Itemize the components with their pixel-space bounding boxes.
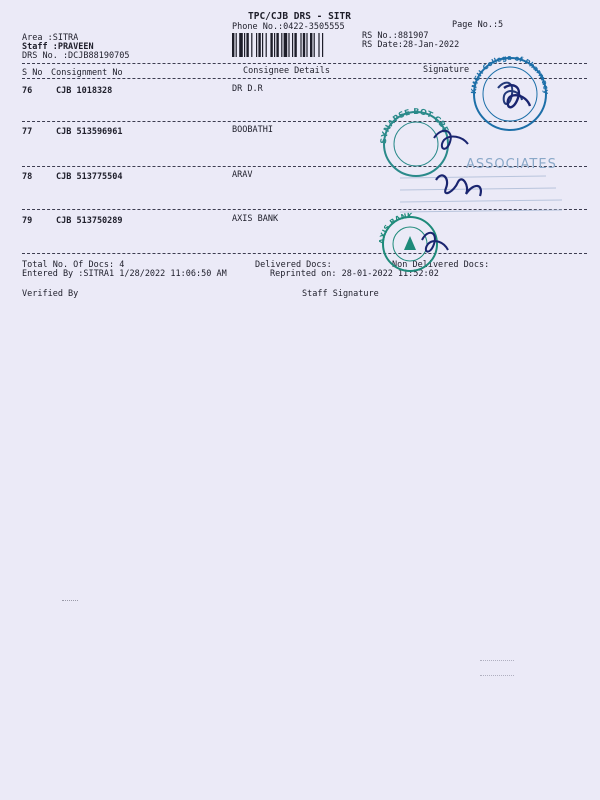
page-number: Page No.:5 — [452, 20, 504, 30]
pharmacy-seal-text: KMCH College of Pharmacy — [469, 53, 551, 95]
barcode — [232, 33, 354, 57]
drs-number: DRS No. :DCJB88190705 — [22, 51, 130, 61]
associates-stamp: ASSOCIATES — [466, 157, 557, 172]
total-docs: Total No. Of Docs: 4 — [22, 260, 125, 270]
scan-speck — [62, 600, 78, 605]
svg-text:AXIS BANK — [378, 212, 413, 244]
delivered-docs: Delivered Docs: — [255, 260, 332, 270]
synapse-seal-text: SYNAPSE BOT CBE — [378, 106, 451, 145]
entered-by: Entered By :SITRA1 1/28/2022 11:06:50 AM — [22, 269, 227, 279]
row-consignee: DR D.R — [232, 84, 263, 94]
report-title: TPC/CJB DRS - SITR — [248, 11, 351, 22]
staff-signature: Staff Signature — [302, 289, 379, 299]
col-header-signature: Signature — [423, 65, 470, 75]
row-consignment: CJB 513596961 — [56, 127, 123, 137]
row-consignee: ARAV — [232, 170, 253, 180]
axis-bank-seal-text: AXIS BANK — [378, 211, 413, 245]
row-sno: 77 — [22, 127, 33, 137]
scan-speck — [480, 660, 514, 676]
row-consignment: CJB 513750289 — [56, 216, 123, 226]
col-header-consignee: Consignee Details — [243, 66, 330, 76]
row-consignment: CJB 1018328 — [56, 86, 113, 96]
phone-number: Phone No.:0422-3505555 — [232, 22, 345, 32]
col-header-sno: S No — [22, 68, 43, 78]
col-header-consignment: Consignment No — [51, 68, 123, 78]
row-consignee: BOOBATHI — [232, 125, 273, 135]
row-sno: 78 — [22, 172, 33, 182]
staff-name: Staff :PRAVEEN — [22, 42, 94, 52]
signature-mark — [498, 80, 538, 116]
row-consignment: CJB 513775504 — [56, 172, 123, 182]
verified-by: Verified By — [22, 289, 79, 299]
row-sno: 76 — [22, 86, 33, 96]
row-consignee: AXIS BANK — [232, 214, 279, 224]
axis-bank-seal — [378, 210, 468, 272]
reprinted-on: Reprinted on: 28-01-2022 11:52:02 — [270, 269, 439, 279]
non-delivered-docs: Non Delivered Docs: — [392, 260, 490, 270]
divider — [22, 253, 587, 254]
area-label: Area :SITRA — [22, 33, 79, 43]
rs-date: RS Date:28-Jan-2022 — [362, 40, 460, 50]
row-sno: 79 — [22, 216, 33, 226]
rs-number: RS No.:881907 — [362, 31, 429, 41]
